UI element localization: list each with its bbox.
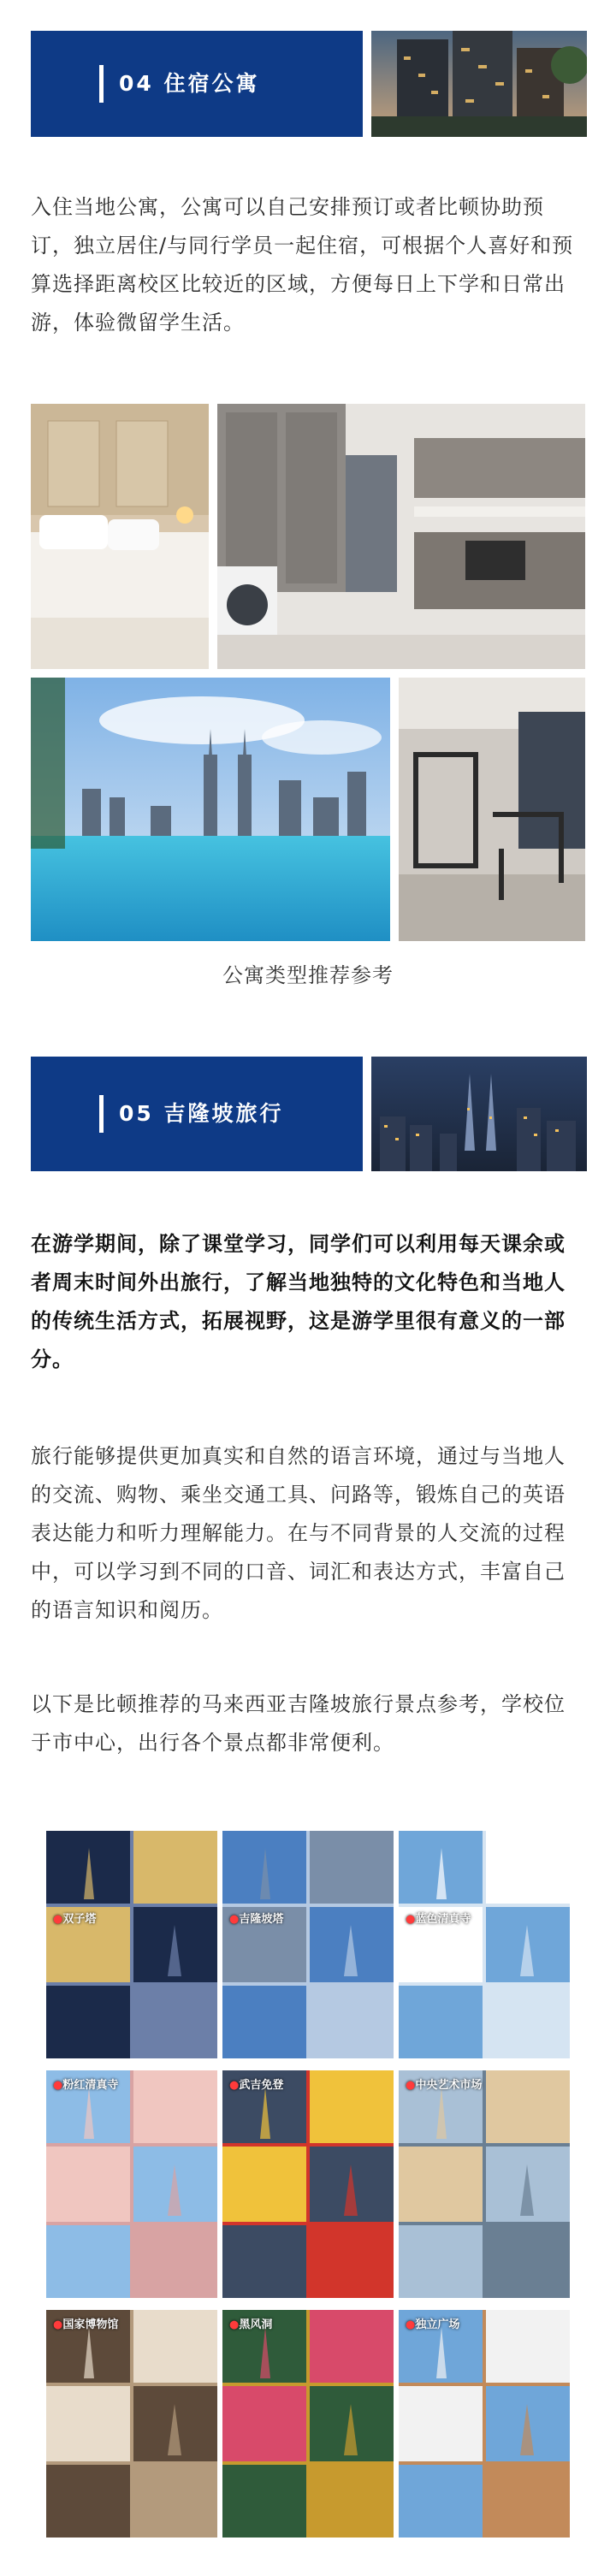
section-4-paragraph: 入住当地公寓，公寓可以自己安排预订或者比顿协助预订，独立居住/与同行学员一起住宿，可根据个人喜好和预算选择距离校区比较近的区域，方便每日上下学和日常出游，体验微留学生活。 bbox=[31, 195, 574, 335]
gym-photo bbox=[399, 678, 585, 941]
apartment-building-photo bbox=[371, 31, 587, 137]
attraction-label: ● 中央艺术市场 bbox=[406, 2076, 482, 2092]
attraction-tile bbox=[399, 2070, 570, 2298]
section-5-header bbox=[31, 1057, 587, 1171]
attraction-tile bbox=[399, 1831, 570, 2058]
infinity-pool-photo bbox=[31, 678, 390, 941]
attraction-tile bbox=[222, 2310, 394, 2538]
section-4-title: 04 住宿公寓 bbox=[119, 71, 260, 96]
section-5-recommend-paragraph: 以下是比顿推荐的马来西亚吉隆坡旅行景点参考，学校位于市中心，出行各个景点都非常便利。 bbox=[31, 1692, 566, 1755]
attraction-tile bbox=[399, 2310, 570, 2538]
section-5-title: 05 吉隆坡旅行 bbox=[119, 1101, 284, 1126]
apartment-caption: 公寓类型推荐参考 bbox=[222, 963, 394, 987]
kl-skyline-night-photo bbox=[371, 1057, 587, 1171]
attraction-label: ● 武吉免登 bbox=[229, 2076, 283, 2092]
title-bar bbox=[99, 65, 104, 103]
attraction-label: ● 粉红清真寺 bbox=[53, 2076, 118, 2092]
section-5-language-paragraph: 旅行能够提供更加真实和自然的语言环境，通过与当地人的交流、购物、乘坐交通工具、问路等，锻炼自己的英语表达能力和听力理解能力。在与不同背景的人交流的过程中，可以学习到不同的口音、词汇和表达方式，丰富自己的语言知识和阅历。 bbox=[31, 1444, 566, 1622]
section-4-header bbox=[31, 31, 587, 137]
attraction-tile bbox=[46, 1831, 217, 2058]
section-5-intro-bold: 在游学期间，除了课堂学习，同学们可以利用每天课余或者周末时间外出旅行，了解当地独特的文化特色和当地人的传统生活方式，拓展视野，这是游学里很有意义的一部分。 bbox=[31, 1232, 566, 1371]
attraction-label: ● 独立广场 bbox=[406, 2315, 459, 2331]
section-5-title-block bbox=[31, 1057, 363, 1171]
attraction-label: ● 国家博物馆 bbox=[53, 2315, 118, 2331]
attraction-tile bbox=[46, 2310, 217, 2538]
attraction-label: ● 双子塔 bbox=[53, 1910, 96, 1926]
section-4-title-block bbox=[31, 31, 363, 137]
attraction-tile bbox=[46, 2070, 217, 2298]
attraction-tile bbox=[222, 1831, 394, 2058]
bedroom-photo bbox=[31, 404, 209, 669]
title-bar bbox=[99, 1095, 104, 1133]
kitchen-photo bbox=[217, 404, 585, 669]
attraction-label: ● 吉隆坡塔 bbox=[229, 1910, 283, 1926]
attraction-tile bbox=[222, 2070, 394, 2298]
attraction-label: ● 蓝色清真寺 bbox=[406, 1910, 471, 1926]
attraction-label: ● 黑风洞 bbox=[229, 2315, 272, 2331]
